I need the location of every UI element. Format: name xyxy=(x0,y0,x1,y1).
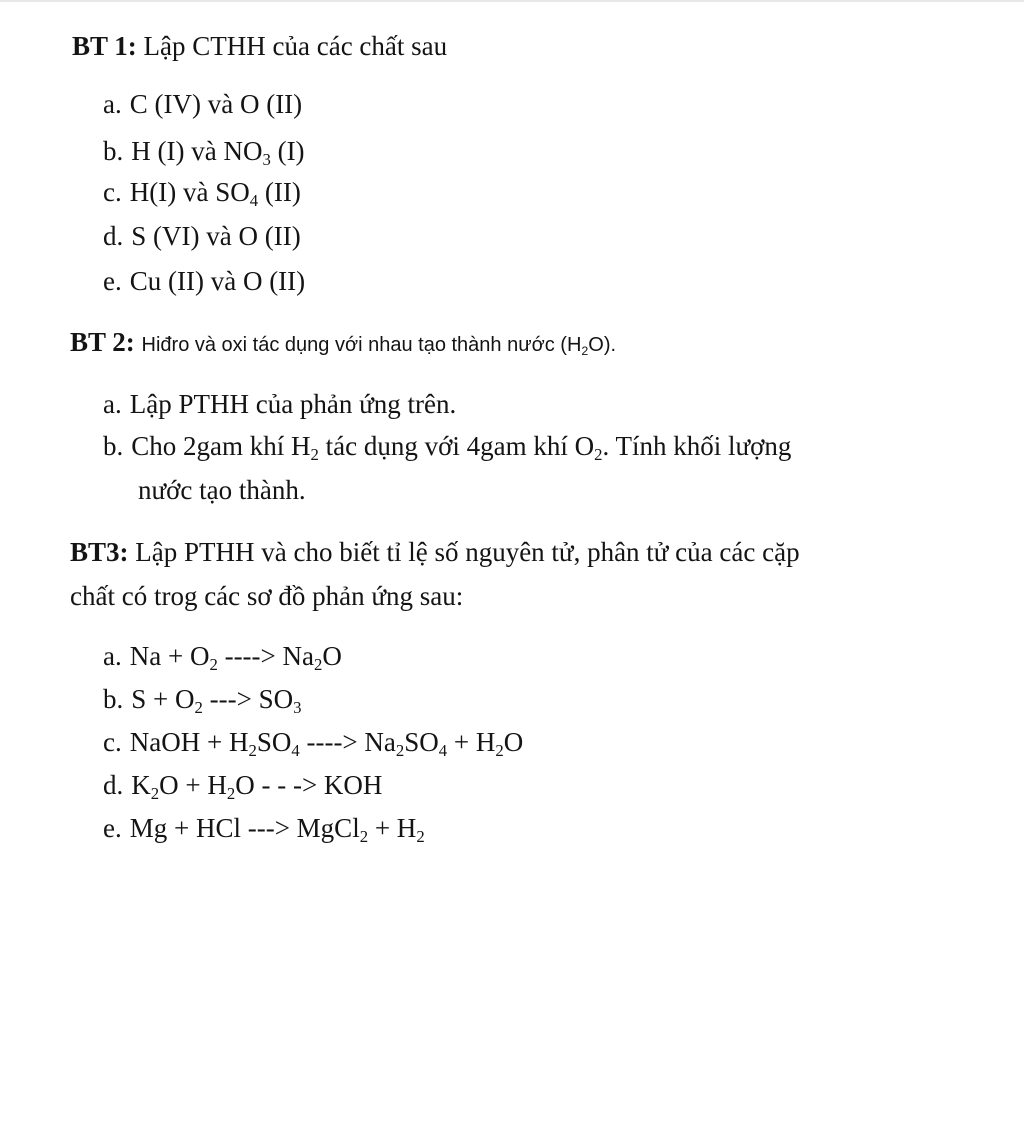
text-run: K xyxy=(131,770,151,800)
text-run: Na + O xyxy=(129,641,210,671)
subscript: 2 xyxy=(209,655,218,675)
subscript: 2 xyxy=(395,741,405,761)
bt3-heading xyxy=(70,536,800,568)
subscript: 2 xyxy=(359,827,369,847)
top-border xyxy=(0,0,1024,2)
item-marker: e. xyxy=(103,266,122,296)
bt1-item xyxy=(103,265,305,297)
item-marker: c. xyxy=(103,727,122,757)
bt3-item xyxy=(103,769,383,804)
subscript: 3 xyxy=(293,698,302,718)
text-run: + H xyxy=(447,727,496,757)
text-run: ----> Na xyxy=(217,641,315,671)
bt1-item xyxy=(103,176,301,211)
text-run: SO xyxy=(256,727,292,757)
item-marker: a. xyxy=(103,389,122,419)
subscript: 2 xyxy=(226,784,236,804)
item-marker: a. xyxy=(103,89,122,119)
item-marker: c. xyxy=(103,177,122,207)
subscript: 2 xyxy=(314,655,323,675)
text-run: O - - -> KOH xyxy=(235,770,383,800)
bt3-text-line2: chất có trog các sơ đồ phản ứng sau: xyxy=(70,581,464,611)
item-marker: d. xyxy=(103,221,124,251)
text-run: C (IV) và O (II) xyxy=(129,89,303,119)
item-marker: b. xyxy=(103,431,124,461)
bt3-item xyxy=(103,683,302,718)
item-marker: b. xyxy=(103,136,124,166)
bt2-label: BT 2: xyxy=(70,327,135,357)
bt3-text-line1: Lập PTHH và cho biết tỉ lệ số nguyên tử, phân tử của các cặp xyxy=(135,537,800,567)
text-run: O xyxy=(503,727,524,757)
bt2-text xyxy=(142,334,617,356)
subscript: 2 xyxy=(194,698,203,718)
bt1-text: Lập CTHH của các chất sau xyxy=(143,31,448,61)
subscript: 4 xyxy=(291,741,300,761)
subscript: 2 xyxy=(248,741,257,761)
bt2-item xyxy=(103,430,792,465)
subscript: 2 xyxy=(416,827,425,847)
text-run: Cho 2gam khí H xyxy=(131,431,311,461)
text-run: S (VI) và O (II) xyxy=(131,221,301,251)
text-run: O + H xyxy=(159,770,227,800)
text-run: Hiđro và oxi tác dụng với nhau tạo thành nước (H xyxy=(141,334,582,356)
text-run: tác dụng với 4gam khí O xyxy=(318,431,595,461)
subscript: 4 xyxy=(249,191,259,211)
bt2-heading xyxy=(70,326,616,361)
text-run: Cu (II) và O (II) xyxy=(129,266,306,296)
subscript: 2 xyxy=(594,445,603,465)
text-run: S + O xyxy=(131,684,195,714)
bt2-item-continuation xyxy=(138,474,306,506)
bt3-label: BT3: xyxy=(70,537,129,567)
text-run: (II) xyxy=(258,177,301,207)
bt2-item xyxy=(103,388,456,420)
text-run: . Tính khối lượng xyxy=(602,431,792,461)
subscript: 2 xyxy=(495,741,504,761)
item-marker: b. xyxy=(103,684,124,714)
text-run: O xyxy=(322,641,342,671)
subscript: 3 xyxy=(262,150,271,170)
bt1-heading xyxy=(72,30,447,62)
text-run: O). xyxy=(588,334,617,356)
item-marker: a. xyxy=(103,641,122,671)
subscript: 4 xyxy=(438,741,448,761)
bt1-item xyxy=(103,88,302,120)
text-run: H(I) và SO xyxy=(129,177,250,207)
text-run: nước tạo thành. xyxy=(138,475,306,505)
bt3-item xyxy=(103,640,342,675)
subscript: 2 xyxy=(150,784,160,804)
item-marker: e. xyxy=(103,813,122,843)
item-marker: d. xyxy=(103,770,124,800)
subscript: 2 xyxy=(581,343,589,358)
bt1-item xyxy=(103,135,305,170)
bt3-item xyxy=(103,726,524,761)
bt3-item xyxy=(103,812,425,847)
text-run: ---> SO xyxy=(202,684,294,714)
text-run: NaOH + H xyxy=(129,727,249,757)
text-run: ----> Na xyxy=(299,727,396,757)
text-run: Lập PTHH của phản ứng trên. xyxy=(129,389,457,419)
text-run: SO xyxy=(404,727,439,757)
text-run: + H xyxy=(368,813,417,843)
subscript: 2 xyxy=(310,445,319,465)
bt1-label: BT 1: xyxy=(72,31,137,61)
text-run: H (I) và NO xyxy=(131,136,263,166)
text-run: (I) xyxy=(270,136,305,166)
bt1-item xyxy=(103,220,301,252)
text-run: Mg + HCl ---> MgCl xyxy=(129,813,360,843)
